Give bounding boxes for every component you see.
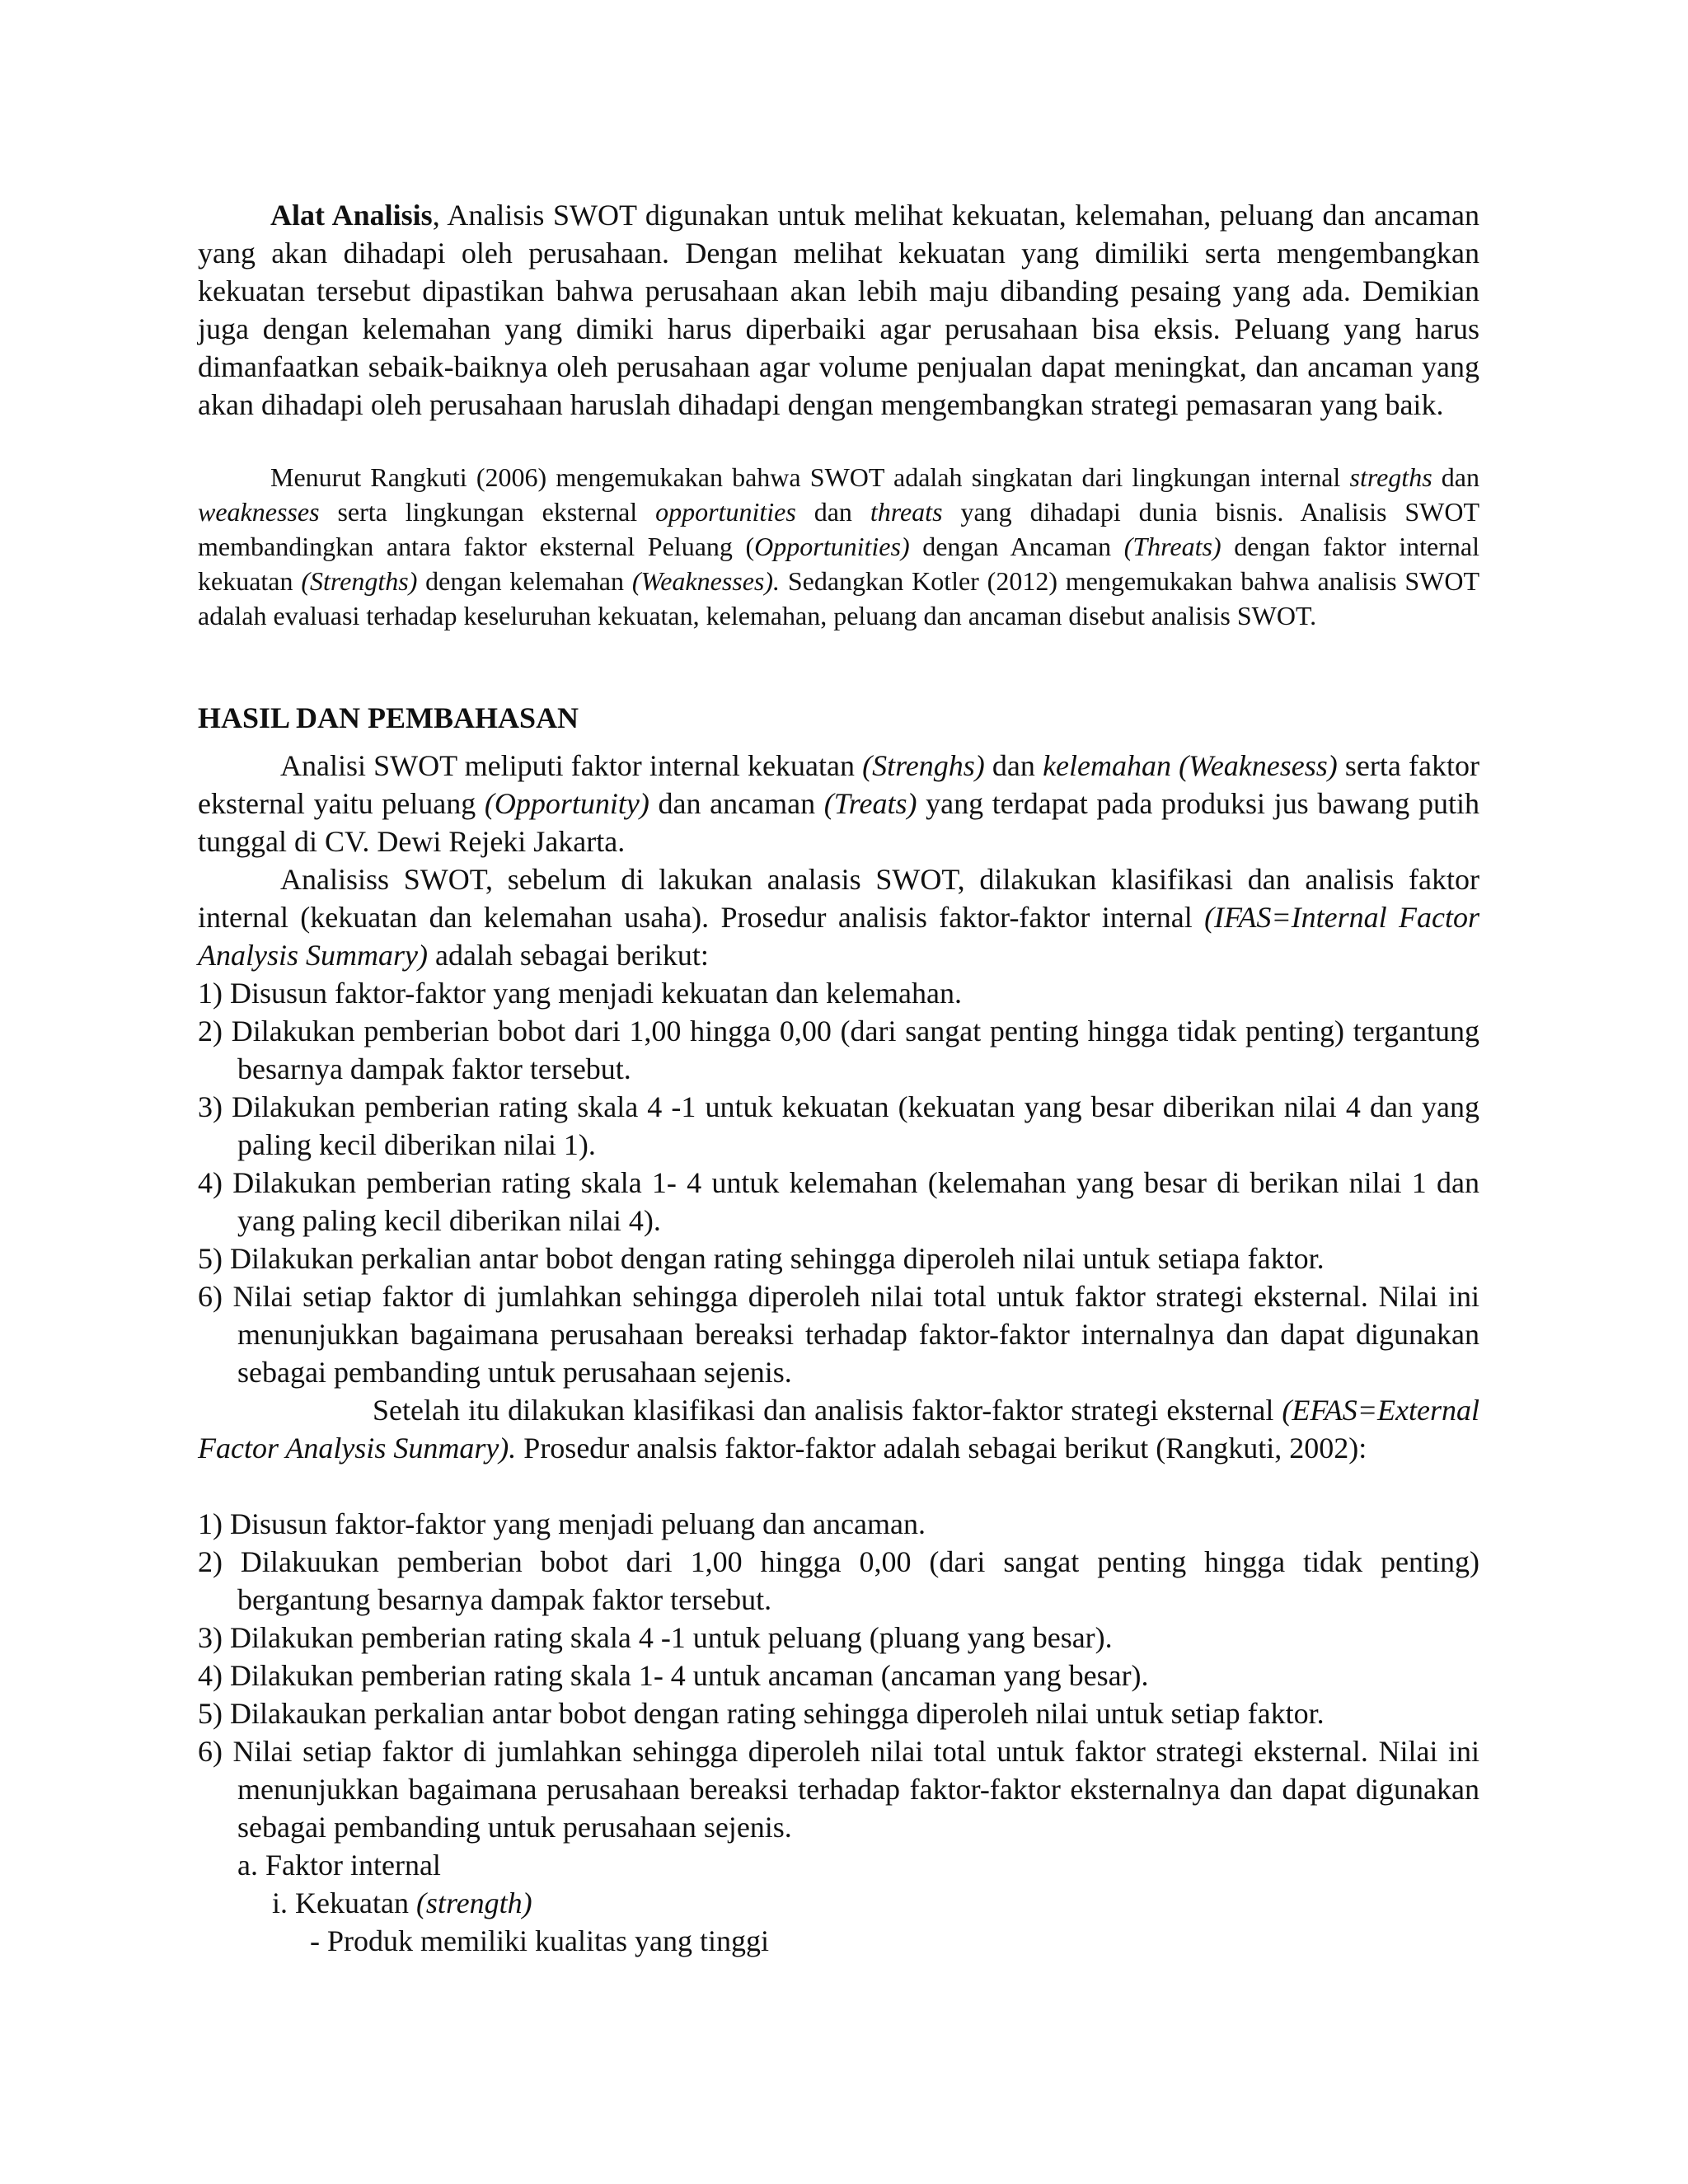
ifas-procedure-list	[198, 974, 1479, 1391]
paragraph-ifas	[198, 860, 1479, 974]
text-run: dan ancaman	[649, 787, 824, 820]
italic-run: (Weaknesses).	[631, 566, 781, 596]
text-run: Menurut Rangkuti (2006) mengemukakan bahwa SWOT adalah singkatan dari lingkungan internal	[270, 462, 1350, 492]
text-run: dengan Ancaman	[909, 532, 1124, 561]
text-run: dan	[1432, 462, 1480, 492]
list-item: 1) Disusun faktor-faktor yang menjadi peluang dan ancaman.	[198, 1507, 926, 1540]
list-item: 2) Dilakuukan pemberian bobot dari 1,00 hingga 0,00 (dari sangat penting hingga tidak penting) bergantung besarnya dampak faktor tersebut.	[198, 1545, 1479, 1616]
text-run: Sedangkan Kotler (2012) mengemukakan bahwa analisis SWOT adalah evaluasi terhadap keseluruhan kekuatan, kelemahan, peluang dan ancaman disebut analisis SWOT.	[198, 566, 1480, 630]
italic-run: stregths	[1349, 462, 1432, 492]
list-item: 5) Dilakaukan perkalian antar bobot dengan rating sehingga diperoleh nilai untuk setiap faktor.	[198, 1697, 1325, 1730]
text-run: dengan faktor internal kekuatan	[198, 532, 1480, 596]
text-run: serta faktor eksternal yaitu peluang	[198, 749, 1479, 820]
text-run: Prosedur analsis faktor-faktor adalah sebagai berikut (Rangkuti, 2002):	[516, 1432, 1367, 1465]
italic-run: (Opportunity)	[484, 787, 649, 820]
list-item: 4) Dilakukan pemberian rating skala 1- 4 untuk kelemahan (kelemahan yang besar di berikan nilai 1 dan yang paling kecil diberikan nilai 4).	[198, 1166, 1479, 1237]
paragraph-lead: Alat Analisis	[270, 199, 433, 232]
outline-item-kekuatan	[272, 1884, 532, 1922]
text-run: Setelah itu dilakukan klasifikasi dan analisis faktor-faktor strategi eksternal	[373, 1394, 1282, 1427]
list-item: 3) Dilakukan pemberian rating skala 4 -1 untuk peluang (pluang yang besar).	[198, 1621, 1113, 1654]
outline-label: i. Kekuatan	[272, 1886, 416, 1919]
section-heading: HASIL DAN PEMBAHASAN	[198, 701, 579, 734]
outline-bullet: - Produk memiliki kualitas yang tinggi	[310, 1924, 769, 1957]
list-item: 1) Disusun faktor-faktor yang menjadi kekuatan dan kelemahan.	[198, 977, 962, 1010]
text-run: yang dihadapi dunia bisnis. Analisis SWOT membandingkan antara faktor eksternal Peluang (	[198, 497, 1479, 561]
list-item: 6) Nilai setiap faktor di jumlahkan sehingga diperoleh nilai total untuk faktor strategi eksternal. Nilai ini menunjukkan bagaimana perusahaan bereaksi terhadap faktor-faktor eksternalnya dan dapat digunakan sebagai pembanding untuk perusahaan sejenis.	[198, 1735, 1479, 1844]
italic-run: (Strengths)	[301, 566, 418, 596]
paragraph-alat-analisis	[198, 196, 1479, 424]
paragraph-rangkuti	[198, 460, 1479, 633]
paragraph-text	[198, 1391, 1479, 1467]
outline-item-faktor-internal: a. Faktor internal	[237, 1849, 441, 1882]
efas-procedure-list	[198, 1505, 1479, 1846]
text-run: adalah sebagai berikut:	[427, 939, 709, 972]
italic-run: (EFAS=External Factor Analysis Sunmary).	[198, 1394, 1479, 1465]
text-run: dan	[984, 749, 1043, 782]
italic-run: threats	[870, 497, 943, 527]
text-run: yang terdapat pada produksi jus bawang putih tunggal di CV. Dewi Rejeki Jakarta.	[198, 787, 1479, 858]
list-item: 6) Nilai setiap faktor di jumlahkan sehingga diperoleh nilai total untuk faktor strategi eksternal. Nilai ini menunjukkan bagaimana perusahaan bereaksi terhadap faktor-faktor internalnya dan dapat digunakan sebagai pembanding untuk perusahaan sejenis.	[198, 1280, 1479, 1389]
list-item: 5) Dilakukan perkalian antar bobot dengan rating sehingga diperoleh nilai untuk setiapa faktor.	[198, 1242, 1325, 1275]
list-item: 4) Dilakukan pemberian rating skala 1- 4 untuk ancaman (ancaman yang besar).	[198, 1659, 1149, 1692]
italic-run: (Treats)	[823, 787, 917, 820]
list-item: 3) Dilakukan pemberian rating skala 4 -1 untuk kekuatan (kekuatan yang besar diberikan nilai 4 dan yang paling kecil diberikan nilai 1).	[198, 1090, 1479, 1161]
paragraph-text	[198, 460, 1479, 633]
italic-run: (strength)	[415, 1886, 532, 1919]
paragraph-efas	[198, 1391, 1479, 1467]
italic-run: weaknesses	[198, 497, 320, 527]
paragraph-analisi-swot	[198, 747, 1479, 860]
text-run: serta lingkungan eksternal	[319, 497, 656, 527]
text-run: Analisiss SWOT, sebelum di lakukan analasis SWOT, dilakukan klasifikasi dan analisis faktor internal (kekuatan dan kelemahan usaha). Prosedur analisis faktor-faktor internal	[198, 863, 1479, 934]
italic-run: (Threats)	[1123, 532, 1221, 561]
italic-run: kelemahan (Weaknesess)	[1043, 749, 1338, 782]
text-run: dan	[795, 497, 870, 527]
paragraph-text	[198, 196, 1479, 424]
list-item: 2) Dilakukan pemberian bobot dari 1,00 hingga 0,00 (dari sangat penting hingga tidak penting) tergantung besarnya dampak faktor tersebut.	[198, 1015, 1479, 1085]
paragraph-text	[198, 860, 1479, 974]
italic-run: Opportunities)	[754, 532, 910, 561]
italic-run: (Strenghs)	[862, 749, 985, 782]
italic-run: opportunities	[655, 497, 796, 527]
italic-run: (IFAS=Internal Factor Analysis Summary)	[198, 901, 1479, 972]
paragraph-text	[198, 747, 1479, 860]
paragraph-body: , Analisis SWOT digunakan untuk melihat kekuatan, kelemahan, peluang dan ancaman yang akan dihadapi oleh perusahaan. Dengan melihat kekuatan yang dimiliki serta mengembangkan kekuatan tersebut dipastikan bahwa perusahaan akan lebih maju dibanding pesaing yang ada. Demikian juga dengan kelemahan yang dimiki harus diperbaiki agar perusahaan bisa eksis. Peluang yang harus dimanfaatkan sebaik-baiknya oleh perusahaan agar volume penjualan dapat meningkat, dan ancaman yang akan dihadapi oleh perusahaan haruslah dihadapi dengan mengembangkan strategi pemasaran yang baik.	[198, 199, 1479, 421]
text-run: Analisi SWOT meliputi faktor internal kekuatan	[280, 749, 863, 782]
text-run: dengan kelemahan	[417, 566, 632, 596]
